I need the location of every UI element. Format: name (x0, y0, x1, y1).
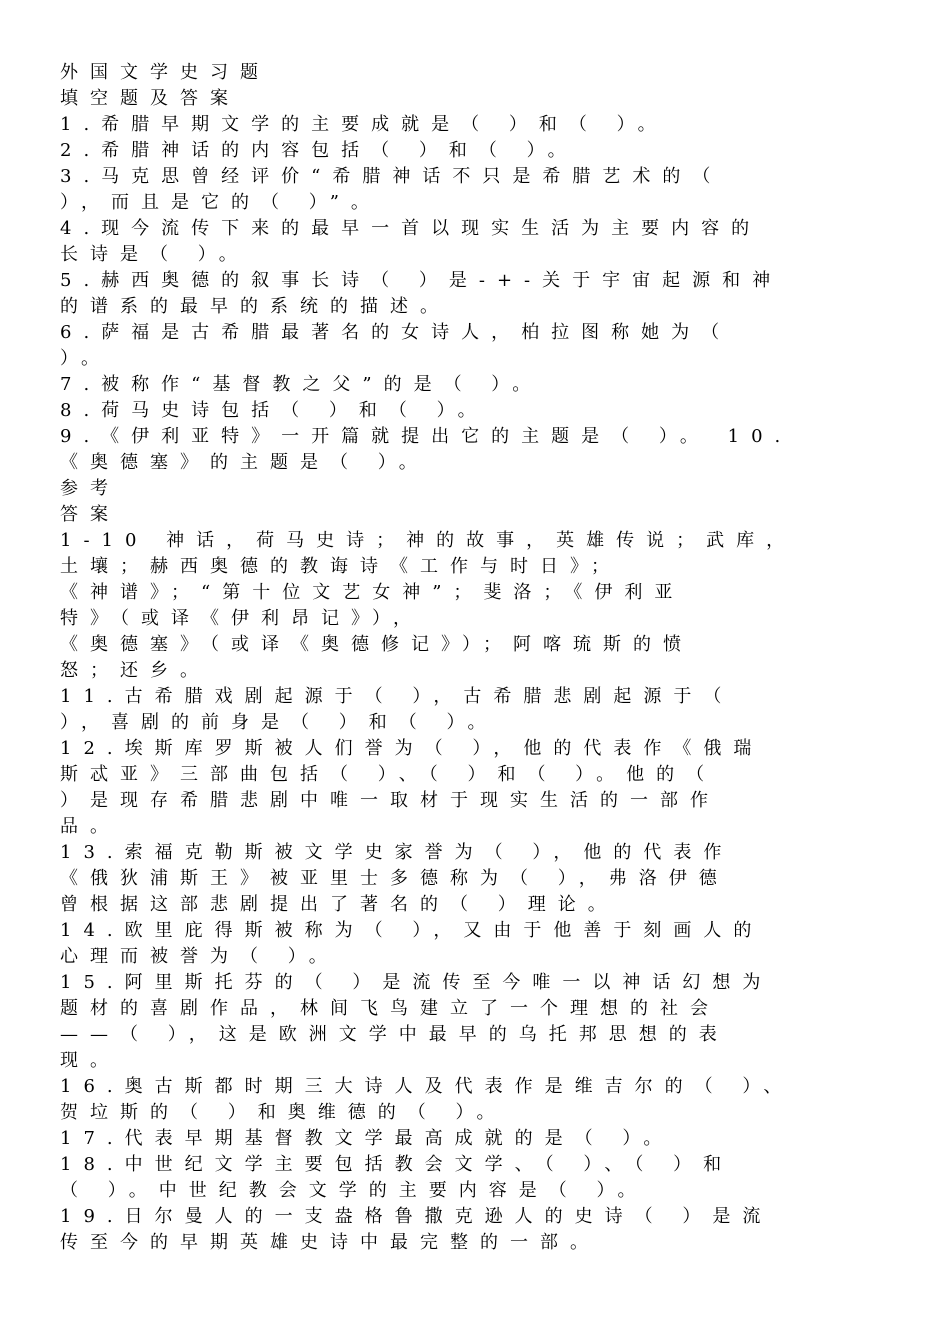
question-line: 品。 (60, 816, 120, 837)
answer-line: 土壤；赫西奥德的教诲诗《工作与时日》； (60, 556, 621, 577)
question-line: 斯忒亚》三部曲包括（ ）、（ ）和（ ）。他的（ (60, 764, 717, 785)
question-line: 题材的喜剧作品，林间飞鸟建立了一个理想的社会 (60, 998, 720, 1019)
question-line: 5.赫西奥德的叙事长诗（ ）是-+-关于宇宙起源和神 (60, 270, 783, 291)
answer-heading: 参考 (60, 478, 120, 499)
question-line: 11.古希腊戏剧起源于（ ），古希腊悲剧起源于（ (60, 686, 734, 707)
question-line: 14.欧里庇得斯被称为（ ），又由于他善于刻画人的 (60, 920, 764, 941)
question-line: 的谱系的最早的系统的描述。 (60, 296, 450, 317)
question-line: 4.现今流传下来的最早一首以现实生活为主要内容的 (60, 218, 762, 239)
question-line: 19.日尔曼人的一支盎格鲁撒克逊人的史诗（ ）是流 (60, 1206, 773, 1227)
question-line: 12.埃斯库罗斯被人们誉为（ ），他的代表作《俄瑞 (60, 738, 764, 759)
answer-heading: 答案 (60, 504, 120, 525)
question-line: 7.被称作“基督教之父”的是（ ）。 (60, 374, 543, 395)
question-line: 9.《伊利亚特》一开篇就提出它的主题是（ ）。 10. (60, 426, 793, 447)
question-line: 8.荷马史诗包括（ ）和（ ）。 (60, 400, 488, 421)
document-subtitle: 填空题及答案 (60, 88, 240, 109)
question-line: 《俄狄浦斯王》被亚里士多德称为（ ），弗洛伊德 (60, 868, 729, 889)
question-line: 13.索福克勒斯被文学史家誉为（ ），他的代表作 (60, 842, 734, 863)
question-line: 6.萨福是古希腊最著名的女诗人，柏拉图称她为（ (60, 322, 732, 343)
question-line: ）。 (60, 348, 111, 369)
answer-line: 特》（或译《伊利昂记》）， (60, 608, 423, 629)
question-line: 传至今的早期英雄史诗中最完整的一部。 (60, 1232, 600, 1253)
answer-line: 1-10 神话，荷马史诗；神的故事，英雄传说；武库， (60, 530, 797, 551)
question-line: 现。 (60, 1050, 120, 1071)
answer-line: 怒；还乡。 (60, 660, 210, 681)
question-line: 长诗是（ ）。 (60, 244, 249, 265)
question-line: （ ）。中世纪教会文学的主要内容是（ ）。 (60, 1180, 648, 1201)
question-line: ）是现存希腊悲剧中唯一取材于现实生活的一部作 (60, 790, 720, 811)
question-line: 2.希腊神话的内容包括（ ）和（ ）。 (60, 140, 578, 161)
question-line: 《奥德塞》的主题是（ ）。 (60, 452, 429, 473)
question-line: 15.阿里斯托芬的（ ）是流传至今唯一以神话幻想为 (60, 972, 773, 993)
question-line: 3.马克思曾经评价“希腊神话不只是希腊艺术的（ (60, 166, 723, 187)
question-line: ——（ ），这是欧洲文学中最早的乌托邦思想的表 (60, 1024, 729, 1045)
question-line: 16.奥古斯都时期三大诗人及代表作是维吉尔的（ ）、 (60, 1076, 794, 1097)
question-line: 18.中世纪文学主要包括教会文学、（ ）、（ ）和 (60, 1154, 734, 1175)
answer-line: 《神谱》；“第十位文艺女神”；斐洛；《伊利亚 (60, 582, 685, 603)
document-title: 外国文学史习题 (60, 62, 270, 83)
answer-line: 《奥德塞》（或译《奥德修记》）；阿喀琉斯的愤 (60, 634, 693, 655)
question-line: ），而且是它的（ ）”。 (60, 192, 381, 213)
question-line: 贺垃斯的（ ）和奥维德的（ ）。 (60, 1102, 507, 1123)
question-line: 心理而被誉为（ ）。 (60, 946, 339, 967)
question-line: 曾根据这部悲剧提出了著名的（ ）理论。 (60, 894, 618, 915)
question-line: 17.代表早期基督教文学最高成就的是（ ）。 (60, 1128, 674, 1149)
question-line: ），喜剧的前身是（ ）和（ ）。 (60, 712, 498, 733)
question-line: 1.希腊早期文学的主要成就是（ ）和（ ）。 (60, 114, 668, 135)
